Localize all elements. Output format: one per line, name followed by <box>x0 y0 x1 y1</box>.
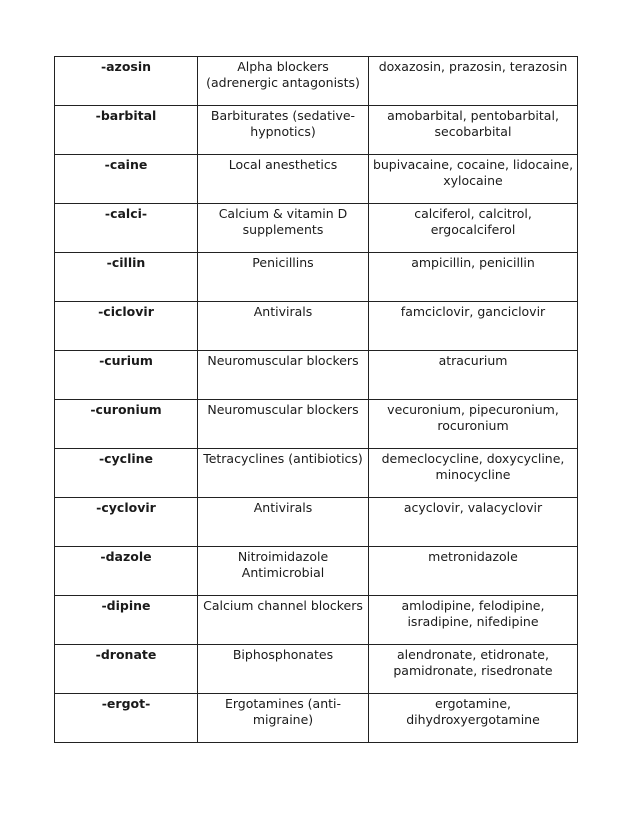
drug-class-cell: Calcium channel blockers <box>198 596 369 645</box>
examples-cell: ergotamine, dihydroxyergotamine <box>369 694 578 743</box>
examples-cell: metronidazole <box>369 547 578 596</box>
drug-class-cell: Antivirals <box>198 302 369 351</box>
table-row <box>55 351 578 400</box>
table-row <box>55 547 578 596</box>
drug-class-cell: Local anesthetics <box>198 155 369 204</box>
table-row <box>55 204 578 253</box>
stem-cell: -caine <box>55 155 198 204</box>
table-row <box>55 253 578 302</box>
stem-cell: -dazole <box>55 547 198 596</box>
examples-cell: acyclovir, valacyclovir <box>369 498 578 547</box>
stem-cell: -cycline <box>55 449 198 498</box>
stem-cell: -curonium <box>55 400 198 449</box>
drug-class-cell: Biphosphonates <box>198 645 369 694</box>
drug-class-cell: Alpha blockers (adrenergic antagonists) <box>198 57 369 106</box>
table-row <box>55 57 578 106</box>
stem-cell: -dronate <box>55 645 198 694</box>
stem-cell: -ergot- <box>55 694 198 743</box>
table-row <box>55 400 578 449</box>
examples-cell: famciclovir, ganciclovir <box>369 302 578 351</box>
examples-cell: demeclocycline, doxycycline, minocycline <box>369 449 578 498</box>
table-row <box>55 155 578 204</box>
examples-cell: atracurium <box>369 351 578 400</box>
drug-class-cell: Penicillins <box>198 253 369 302</box>
stem-cell: -cillin <box>55 253 198 302</box>
stem-cell: -calci- <box>55 204 198 253</box>
table-row <box>55 645 578 694</box>
table-row <box>55 449 578 498</box>
drug-class-cell: Neuromuscular blockers <box>198 351 369 400</box>
examples-cell: bupivacaine, cocaine, lidocaine, xylocaine <box>369 155 578 204</box>
table-row <box>55 498 578 547</box>
examples-cell: amobarbital, pentobarbital, secobarbital <box>369 106 578 155</box>
drug-class-cell: Tetracyclines (antibiotics) <box>198 449 369 498</box>
drug-stem-table <box>54 56 578 743</box>
table-row <box>55 694 578 743</box>
stem-cell: -dipine <box>55 596 198 645</box>
examples-cell: ampicillin, penicillin <box>369 253 578 302</box>
drug-class-cell: Neuromuscular blockers <box>198 400 369 449</box>
examples-cell: vecuronium, pipecuronium, rocuronium <box>369 400 578 449</box>
table-row <box>55 106 578 155</box>
drug-class-cell: Barbiturates (sedative-hypnotics) <box>198 106 369 155</box>
stem-cell: -ciclovir <box>55 302 198 351</box>
stem-cell: -barbital <box>55 106 198 155</box>
examples-cell: amlodipine, felodipine, isradipine, nifedipine <box>369 596 578 645</box>
drug-class-cell: Nitroimidazole Antimicrobial <box>198 547 369 596</box>
drug-class-cell: Calcium & vitamin D supplements <box>198 204 369 253</box>
stem-cell: -azosin <box>55 57 198 106</box>
table-row <box>55 596 578 645</box>
table-row <box>55 302 578 351</box>
stem-cell: -curium <box>55 351 198 400</box>
drug-class-cell: Antivirals <box>198 498 369 547</box>
examples-cell: calciferol, calcitrol, ergocalciferol <box>369 204 578 253</box>
stem-cell: -cyclovir <box>55 498 198 547</box>
drug-class-cell: Ergotamines (anti-migraine) <box>198 694 369 743</box>
examples-cell: doxazosin, prazosin, terazosin <box>369 57 578 106</box>
examples-cell: alendronate, etidronate, pamidronate, risedronate <box>369 645 578 694</box>
